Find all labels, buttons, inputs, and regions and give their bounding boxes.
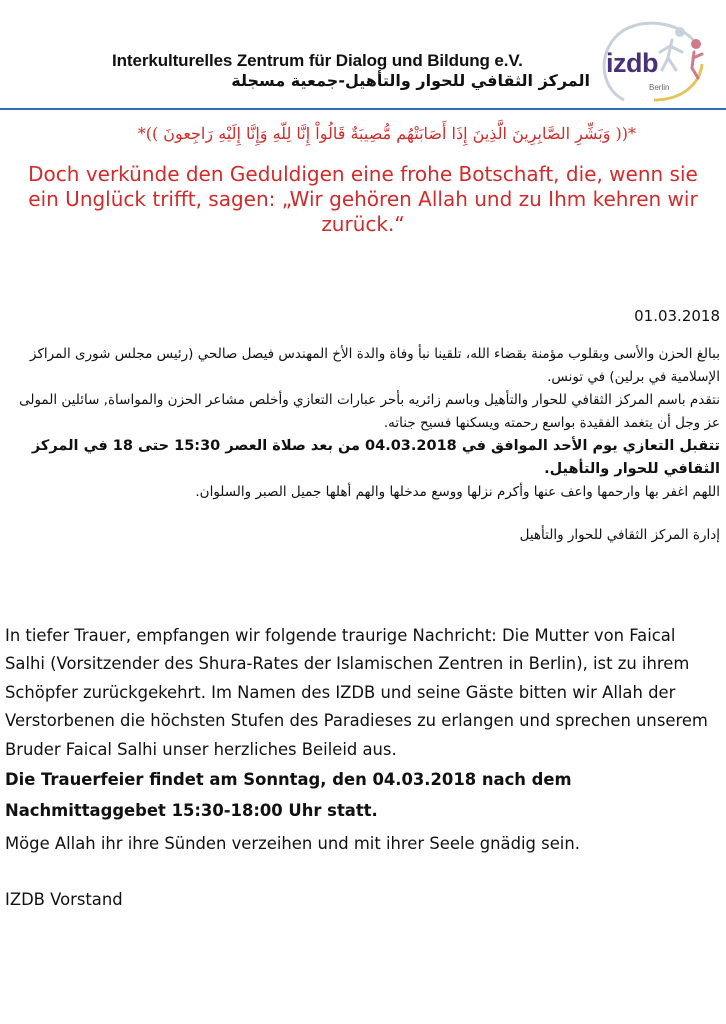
- german-prayer: Möge Allah ihr ihre Sünden verzeihen und mit ihrer Seele gnädig sein.: [5, 834, 580, 854]
- german-paragraph-announcement: In tiefer Trauer, empfangen wir folgende traurige Nachricht: Die Mutter von Faical Salhi (Vorsitzender des Shura-Rates der Islamischen Zentren in Berlin), ist zu ihrem Schöpfer zurückgekehrt. Im Namen des IZDB und seine Gäste bitten wir Allah der Verstorbenen die höchsten Stufen des Paradieses zu erlangen und sprechen unserem Bruder Faical Salhi unser herzliches Beileid aus.: [5, 626, 708, 759]
- arabic-notice: [8, 343, 720, 547]
- izdb-logo: [594, 18, 710, 108]
- org-name-arabic: المركز الثقافي للحوار والتأهيل-جمعية مسجلة: [231, 71, 590, 90]
- german-signature: IZDB Vorstand: [5, 890, 123, 910]
- notice-date: 01.03.2018: [634, 307, 720, 325]
- arabic-paragraph-condolence: نتقدم باسم المركز الثقافي للحوار والتأهيل وباسم زائريه بأحر عبارات التعازي وأخلص مشاعر الحزن والمواساة, سائلين المولى عز وجل أن يتغمد الفقيدة بواسع رحمته ويسكنها فسيح جناته.: [19, 392, 720, 431]
- german-notice: [5, 622, 717, 914]
- org-name-german: Interkulturelles Zentrum für Dialog und Bildung e.V.: [112, 51, 523, 70]
- arabic-paragraph-announcement: ببالغ الحزن والأسى وبقلوب مؤمنة بقضاء الله، تلقينا نبأ وفاة والدة الأخ المهندس فيصل صالحي (رئيس مجلس شورى المراكز الإسلامية في برلين) في تونس.: [30, 346, 720, 385]
- quran-verse-german: Doch verkünde den Geduldigen eine frohe Botschaft, die, wenn sie ein Unglück trifft, sagen: „Wir gehören Allah und zu Ihm kehren wir zurück.“: [28, 162, 698, 236]
- german-funeral-info: Die Trauerfeier findet am Sonntag, den 04.03.2018 nach dem Nachmittaggebet 15:30-18:00 Uhr statt.: [5, 770, 572, 821]
- logo-subtext: Berlin: [649, 83, 670, 92]
- header-divider: [0, 108, 726, 110]
- arabic-paragraph-condolence-times: تتقبل التعازي يوم الأحد الموافق في 04.03.2018 من بعد صلاة العصر 15:30 حتى 18 في المركز الثقافي للحوار والتأهيل.: [31, 438, 720, 477]
- logo-text: izdb: [606, 48, 658, 78]
- quran-verse-arabic: *(( وَبَشِّرِ الصَّابِرِينَ الَّذِينَ إِذَا أَصَابَتْهُم مُّصِيبَةٌ قَالُواْ إِنَّا لِلّهِ وَإِنَّا إِلَيْهِ رَاجِعونَ ))*: [137, 124, 636, 143]
- arabic-signature: إدارة المركز الثقافي للحوار والتأهيل: [519, 527, 720, 543]
- letterhead: [0, 0, 726, 112]
- arabic-paragraph-prayer: اللهم اغفر بها وارحمها واعف عنها وأكرم نزلها ووسع مدخلها والهم أهلها جميل الصبر والسلوان.: [195, 484, 720, 500]
